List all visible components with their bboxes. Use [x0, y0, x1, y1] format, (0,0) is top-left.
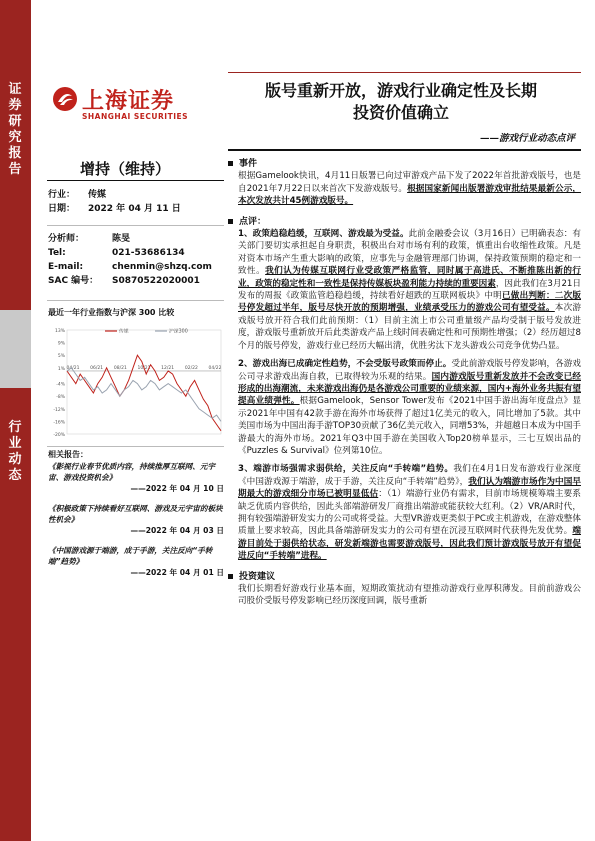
x-tick-label: 06/21	[90, 365, 104, 371]
point2-seg-1: 受此前游戏版号停发影响，各游戏公司寻求游戏出海自救，已取得较为乐观的结果。	[238, 359, 581, 382]
logo-en: SHANGHAI SECURITIES	[82, 112, 189, 121]
x-tick-label: 02/22	[184, 365, 198, 371]
x-tick-label: 08/21	[113, 365, 127, 371]
sac-row	[48, 275, 200, 287]
bullet-square-icon	[228, 161, 233, 166]
report-title	[236, 80, 566, 124]
x-tick-label: 04/21	[66, 365, 80, 371]
industry-row	[48, 189, 106, 201]
related-report-item[interactable]	[48, 545, 224, 578]
point2-seg-2: 国内游戏版号重新发放并不会改变已经形成的出海潮流，未来游戏出海仍是各游戏公司重要的业绩来源，国内+海外业务共振有望提高业绩弹性。	[238, 371, 581, 407]
related-report-title[interactable]: 《积极政策下持续看好互联网、游戏及元宇宙的板块性机会》	[48, 504, 223, 524]
chart-rule	[47, 446, 224, 447]
y-tick-label: -12%	[53, 407, 65, 413]
index-comparison-chart	[47, 322, 225, 440]
side-strip-top-text: 证 券 研 究 报 告	[8, 82, 22, 177]
point1-seg-0: 1、政策趋稳趋缓，互联网、游戏最为受益。	[238, 229, 409, 240]
report-title-line2: 投资价值确立	[352, 103, 449, 122]
section-comment-point1	[238, 228, 581, 352]
tel-label: Tel:	[48, 248, 66, 258]
date-label: 日期：	[48, 204, 76, 214]
point3-seg-1: 我们在4月1日发布游戏行业深度《中国游戏源于端游，成于手游，关注反向“手转端”趋势》，	[238, 464, 582, 487]
y-tick-label: 5%	[57, 354, 65, 360]
related-report-date: ——2022 年 04 月 10 日	[130, 484, 224, 493]
sac-value: S0870522020001	[112, 276, 200, 286]
section-comment-heading: 点评：	[228, 216, 581, 228]
analyst-rule	[47, 300, 224, 301]
y-tick-label: -4%	[56, 382, 65, 388]
info-rule	[47, 225, 224, 226]
section-advice-text	[238, 583, 581, 608]
point2-seg-3: 根据Gamelook，Sensor Tower发布《2021中国手游出海年度盘点》显示2021年中国有42款手游在海外市场获得了超过1亿美元的收入，同比增加了5款。其中美国市场为中国出海手游TOP30贡献了36亿美元收入，同增53%，并超越日本成为中国手游最大的海外市场。2021年Q3中国手游在美国收入Top20榜单显示，三七互娱出品的《Puzzles & Survival》位列第10位。	[238, 396, 581, 456]
rating: 增持（维持）	[80, 160, 171, 178]
analyst-label: 分析师：	[48, 234, 85, 244]
related-report-date: ——2022 年 04 月 01 日	[130, 568, 224, 577]
legend-label: 传媒	[119, 329, 129, 335]
analyst-row	[48, 233, 130, 245]
chart-title: 最近一年行业指数与沪深 300 比较	[48, 308, 175, 317]
event-seg-1: 根据国家新闻出版署游戏审批结果最新公示，本次发放共计45例游戏版号。	[238, 183, 581, 207]
y-tick-label: 1%	[57, 366, 65, 372]
report-title-line1: 版号重新开放，游戏行业确定性及长期	[264, 81, 537, 100]
point1-seg-2: 我们认为传媒互联网行业受政策严格监管，同时属于高进氏、不断推陈出新的行业，政策的稳定性和一致性是保持传媒板块盈利能力持续的重要因素	[238, 266, 581, 289]
y-tick-label: -20%	[53, 433, 65, 438]
side-strip-bottom-text: 行 业 动 态	[8, 420, 22, 483]
y-tick-label: -8%	[56, 395, 65, 401]
x-tick-label: 10/21	[137, 365, 151, 371]
point1-seg-3: ，因此我们在3月21日发布的周报《政策监管趋稳趋缓，持续看好超跌的互联网板块》中明	[238, 278, 581, 302]
point3-seg-2: 我们认为端游市场作为中国早期最大的游戏细分市场已被明显低估	[238, 476, 581, 500]
related-report-date: ——2022 年 04 月 03 日	[130, 526, 224, 535]
rating-rule	[47, 180, 224, 181]
tel-row	[48, 247, 185, 259]
series-line-1	[67, 368, 221, 422]
related-report-item[interactable]	[48, 461, 224, 494]
point1-seg-5: 本次游戏版号放开符合我们此前预期：（1）目前主流上市公司重量级产品均受制于版号发放进度，游戏版号重新放开后此类游戏产品上线时间表确定性和可预期性增强；（2）经历超过8个月的版号停发，游戏行业已经历大幅出清，优胜劣汰下龙头游戏公司竞争优势凸显。	[238, 303, 581, 351]
point1-seg-4: 已做出判断：二次版号停发超过半年，版号尽快开放的预期增强，业绩承受压力的游戏公司有望受益。	[238, 291, 581, 314]
report-body	[228, 156, 581, 608]
date-row	[48, 203, 181, 215]
section-comment-point3	[238, 463, 581, 562]
date-value: 2022 年 04 月 11 日	[88, 204, 181, 214]
header-rule	[228, 72, 581, 73]
tel-value: 021-53686134	[112, 248, 185, 258]
email-row	[48, 261, 212, 273]
bullet-square-icon	[228, 574, 233, 579]
point2-seg-0: 2、游戏出海已成确定性趋势，不会受版号政策而停止。	[238, 359, 452, 370]
title-rule	[228, 149, 581, 151]
sac-label: SAC 编号：	[48, 276, 99, 286]
event-seg-0: 根据Gamelook快讯，4月11日版署已向过审游戏产品下发了2022年首批游戏版号，也是自2021年7月22日以来首次下发游戏版号。	[238, 171, 581, 194]
section-event-heading: 事件	[228, 158, 581, 170]
report-subtitle: ——游戏行业动态点评	[479, 133, 575, 144]
y-tick-label: -16%	[53, 420, 65, 426]
section-advice-heading: 投资建议	[228, 571, 581, 583]
point3-seg-4: 端游目前处于弱供给状态，研发新端游也需要游戏版号，因此我们预计游戏版号放开有望促进反向“手转端”进程。	[238, 526, 581, 562]
section-comment-point2	[238, 358, 581, 457]
industry-value: 传媒	[88, 190, 107, 200]
chart-frame	[67, 330, 221, 434]
bullet-square-icon	[228, 219, 233, 224]
email-value[interactable]: chenmin@shzq.com	[112, 262, 212, 272]
point1-seg-1: 此前金融委会议（3月16日）已明确表态：有关部门要切实承担起自身职责，积极出台对市场有利的政策，慎重出台收缩性政策。凡是对资本市场产生重大影响的政策，应事先与金融管理部门协调，保持政策预期的稳定和一致性。	[238, 229, 582, 277]
industry-label: 行业：	[48, 190, 76, 200]
email-label: E-mail:	[48, 262, 84, 272]
legend-label: 沪深300	[169, 329, 188, 335]
y-tick-label: 9%	[57, 341, 65, 347]
point3-seg-3: ：（1）端游行业仍有需求，目前市场规模筹端主要系缺乏优质内容供给，因此头部端游研发厂商推出端游或能获较大红利。（2）VR/AR时代，拥有较强端游研发实力的公司或将受益。大型VR游戏更类似于PC或主机游戏，在游戏整体质量上要求较高，因此具备端游研发实力的公司有望在沉浸互联网时代获得先发优势。	[238, 489, 581, 537]
x-tick-label: 12/21	[161, 365, 175, 371]
advice-seg-0: 我们长期看好游戏行业基本面，短期政策扰动有望推动游戏行业厚积薄发。目前前游戏公司股价受版号停发影响已经历深度回调，版号重新	[238, 584, 581, 607]
y-tick-label: 13%	[54, 329, 65, 334]
x-tick-label: 04/22	[208, 365, 222, 371]
related-report-item[interactable]	[48, 503, 224, 536]
related-report-title[interactable]: 《中国游戏源于端游，成于手游，关注反向“手转端”趋势》	[48, 546, 213, 566]
related-reports-title: 相关报告：	[48, 450, 88, 459]
logo-cn: 上海证券	[82, 88, 175, 114]
point3-seg-0: 3、端游市场强需求弱供给，关注反向“手转端”趋势。	[238, 464, 454, 475]
section-event-text	[238, 170, 581, 207]
analyst-value: 陈旻	[112, 234, 131, 244]
logo-mark-icon	[52, 86, 78, 112]
related-report-title[interactable]: 《影视行业春节优质内容，持续推厚互联网、元宇宙、游戏投资机会》	[48, 462, 216, 482]
company-logo	[52, 84, 202, 126]
